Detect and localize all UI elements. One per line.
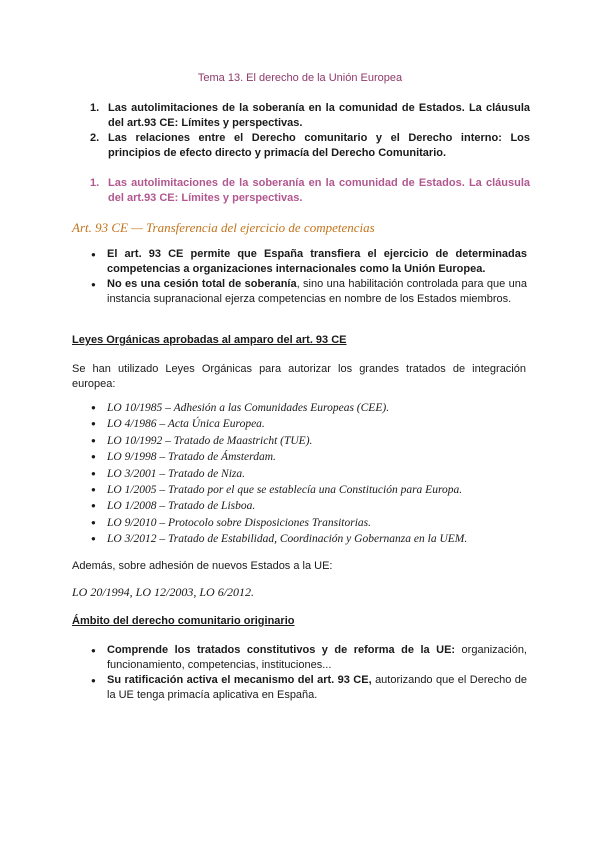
list-item: ● LO 1/2005 – Tratado por el que se establecía una Constitución para Europa. [91,482,527,498]
list-item: ● LO 10/1985 – Adhesión a las Comunidades Europeas (CEE). [91,400,527,416]
toc-number: 2. [90,132,100,144]
toc-text: Las autolimitaciones de la soberanía en la comunidad de Estados. La cláusula del art.93 CE: Límites y perspectivas. [108,102,530,129]
toc-item [90,101,530,131]
list-item: ● LO 4/1986 – Acta Única Europea. [91,416,527,432]
heading-number: 1. [90,177,100,189]
toc-number: 1. [90,102,100,114]
list-item: ● LO 1/2008 – Tratado de Lisboa. [91,498,527,514]
table-of-contents [90,101,530,161]
list-item: ● LO 9/2010 – Protocolo sobre Disposiciones Transitorias. [91,515,527,531]
bullet-bold-text: Su ratificación activa el mecanismo del art. 93 CE, [107,674,372,686]
ambito-bullet-list [91,643,527,703]
heading-item [90,176,530,206]
list-item [91,277,527,307]
list-item [91,643,527,673]
bullet-bold-text: No es una cesión total de soberanía [107,278,297,290]
list-item [91,247,527,277]
adhesion-laws: LO 20/1994, LO 12/2003, LO 6/2012. [72,585,255,599]
article-subheading: Art. 93 CE — Transferencia del ejercicio de competencias [72,220,375,235]
laws-list [91,400,527,548]
list-item: ● LO 10/1992 – Tratado de Maastricht (TUE). [91,433,527,449]
bullet-bold-text: El art. 93 CE permite que España transfiera el ejercicio de determinadas competencias a organizaciones internacionales como la Unión Europea. [107,248,527,275]
bullet-text: , sino una habilitación controlada para que una instancia supranacional ejerza competencias en nombre de los Estados miembros. [107,278,527,305]
section-heading-leyes: Leyes Orgánicas aprobadas al amparo del art. 93 CE [72,334,347,346]
heading-text: Las autolimitaciones de la soberanía en la comunidad de Estados. La cláusula del art.93 CE: Límites y perspectivas. [108,177,530,204]
section-heading-ambito: Ámbito del derecho comunitario originario [72,615,295,627]
adhesion-intro-paragraph: Además, sobre adhesión de nuevos Estados a la UE: [72,560,333,572]
bullet-bold-text: Comprende los tratados constitutivos y de reforma de la UE: [107,644,456,656]
list-item: ● LO 3/2012 – Tratado de Estabilidad, Coordinación y Gobernanza en la UEM. [91,531,527,547]
article-bullet-list [91,247,527,307]
bullet-text: organización, funcionamiento, competencias, instituciones... [107,644,527,671]
list-item: ● LO 9/1998 – Tratado de Ámsterdam. [91,449,527,465]
section-heading-1 [90,176,530,206]
toc-item [90,131,530,161]
list-item [91,673,527,703]
toc-text: Las relaciones entre el Derecho comunitario y el Derecho interno: Los principios de efecto directo y primacía del Derecho Comunitario. [108,132,530,159]
list-item: ● LO 3/2001 – Tratado de Niza. [91,466,527,482]
leyes-intro-paragraph: Se han utilizado Leyes Orgánicas para autorizar los grandes tratados de integración europea: [72,363,526,390]
bullet-text: autorizando que el Derecho de la UE tenga primacía aplicativa en España. [107,674,527,701]
document-title: Tema 13. El derecho de la Unión Europea [197,72,403,84]
